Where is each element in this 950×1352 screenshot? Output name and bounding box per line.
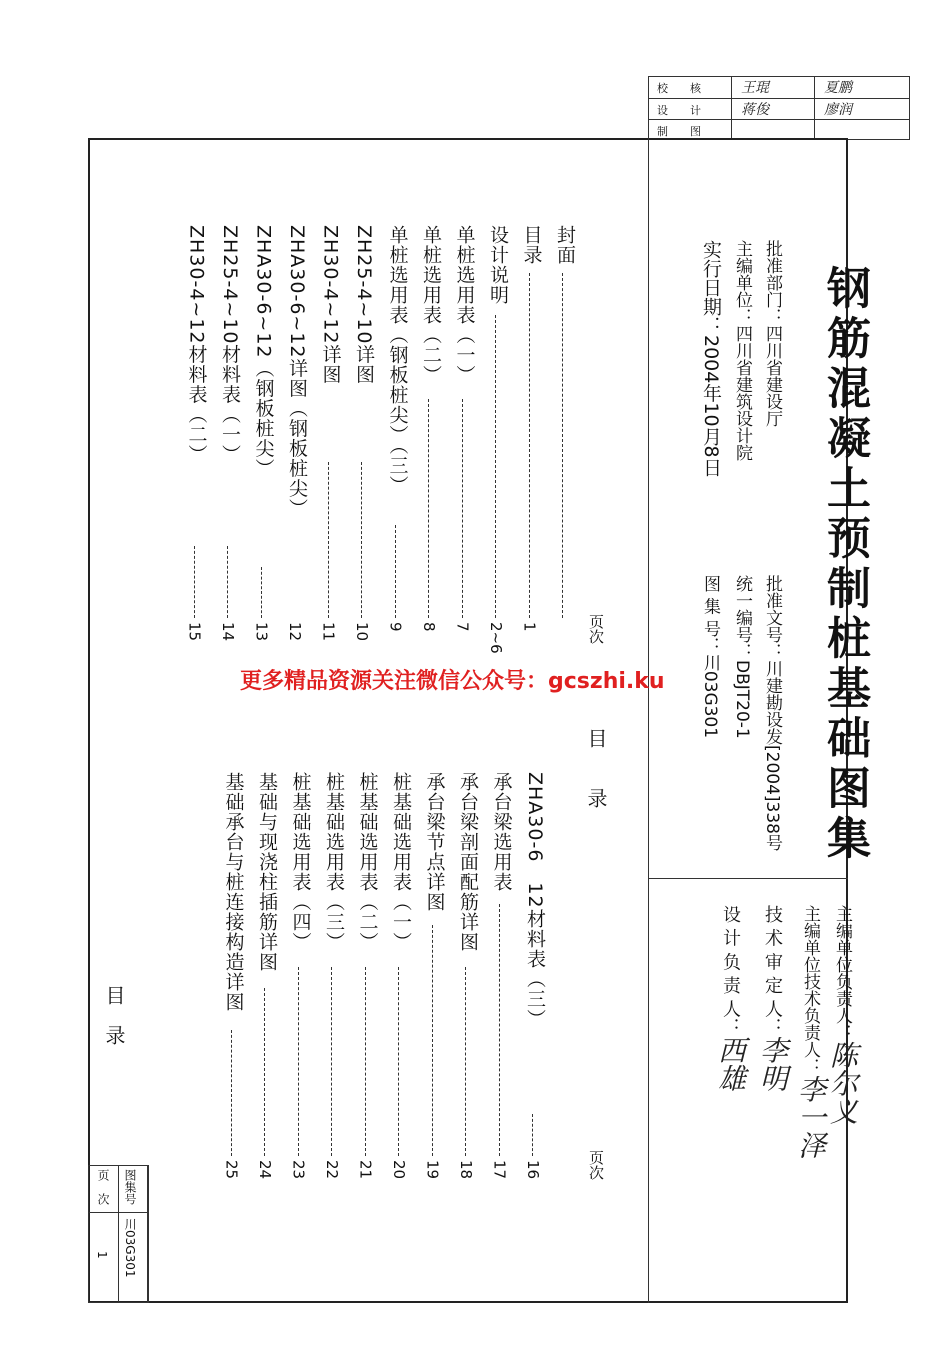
atlas-no-label: 图集号 bbox=[123, 1169, 137, 1205]
toc-entry: 单桩选用表（二） bbox=[420, 225, 442, 385]
page-value: 1 bbox=[95, 1251, 109, 1259]
toc-leader bbox=[465, 967, 466, 1156]
responsible-row: 主编单位负责人：陈尔义 bbox=[826, 905, 859, 1125]
toc-page-number: 17 bbox=[490, 1160, 509, 1180]
atlas-no: 图 集 号：川03G301 bbox=[700, 575, 720, 739]
approve-dept: 批准部门：四川省建设厅 bbox=[762, 240, 782, 427]
toc-page-number: 24 bbox=[256, 1160, 274, 1180]
toc-entry: 桩基础选用表（一） bbox=[390, 772, 412, 952]
approval-label: 校 核 bbox=[657, 82, 701, 95]
toc-page-number: 1 bbox=[520, 622, 539, 632]
toc-leader bbox=[398, 967, 399, 1156]
toc-leader bbox=[495, 315, 496, 618]
toc-leader bbox=[462, 399, 463, 618]
toc-entry: ZH25-4~10详图 bbox=[353, 225, 375, 385]
toc-entry: 桩基础选用表（三） bbox=[323, 772, 345, 952]
watermark-text: 更多精品资源关注微信公众号：gcszhi.ku bbox=[240, 669, 665, 694]
toc-page-number: 19 bbox=[423, 1160, 442, 1180]
toc-entry: ZH30-4~12材料表（二） bbox=[185, 225, 208, 465]
responsible-row: 主编单位技术负责人：李一泽 bbox=[794, 905, 827, 1159]
toc-leader bbox=[499, 904, 500, 1156]
approval-label: 制 图 bbox=[657, 125, 701, 138]
approval-box bbox=[648, 76, 910, 140]
toc-entry: 设计说明 bbox=[487, 225, 509, 305]
signature: 王琨 bbox=[741, 80, 769, 96]
toc-page-number: 14 bbox=[219, 622, 237, 642]
toc-leader bbox=[529, 273, 530, 618]
unified-no: 统一编号：DBJT20-1 bbox=[732, 575, 752, 739]
toc-page-number: 18 bbox=[457, 1160, 475, 1180]
toc-leader bbox=[231, 1030, 232, 1156]
toc-page-number: 8 bbox=[420, 622, 438, 632]
toc-page-number: 11 bbox=[319, 622, 338, 642]
approve-doc: 批准文号：川建勘设发[2004]338号 bbox=[762, 575, 782, 851]
impl-date: 实行日期：2004年10月8日 bbox=[700, 240, 722, 477]
toc-leader bbox=[194, 546, 195, 618]
toc-leader bbox=[428, 399, 429, 618]
toc-entry: ZH25-4~10材料表（一） bbox=[219, 225, 241, 465]
toc-page-number: 16 bbox=[524, 1160, 542, 1180]
toc-entry: 单桩选用表（钢板桩尖）（三） bbox=[386, 225, 409, 496]
toc-page-number: 13 bbox=[252, 622, 271, 642]
toc-entry: 目录 bbox=[520, 225, 543, 265]
toc-leader bbox=[361, 462, 362, 618]
toc-leader bbox=[227, 546, 228, 618]
toc-heading: 目 录 bbox=[584, 728, 608, 808]
toc-page-number: 21 bbox=[356, 1160, 375, 1180]
atlas-title: 钢筋混凝土预制桩基础图集 bbox=[819, 265, 870, 865]
toc-page-number: 2~6 bbox=[487, 622, 505, 654]
toc-page-number: 20 bbox=[390, 1160, 408, 1180]
atlas-code-box bbox=[88, 1165, 148, 1303]
toc-leader bbox=[365, 967, 366, 1156]
signature: 夏鹏 bbox=[824, 80, 852, 96]
toc-entry: 承台梁剖面配筋详图 bbox=[457, 772, 479, 952]
toc-leader bbox=[562, 273, 563, 618]
toc-entry: ZHA30-6~12（钢板桩尖） bbox=[252, 225, 275, 479]
approval-label: 设 计 bbox=[657, 104, 701, 117]
toc-leader bbox=[331, 967, 332, 1156]
toc-entry: 单桩选用表（一） bbox=[453, 225, 476, 385]
toc-entry: 承台梁选用表 bbox=[490, 772, 513, 892]
atlas-no-value: 川03G301 bbox=[123, 1218, 137, 1278]
approval-row bbox=[649, 77, 909, 98]
toc-entry: ZHA30-6~12详图（钢板桩尖） bbox=[286, 225, 308, 519]
toc-page-number: 25 bbox=[222, 1160, 241, 1180]
footer-section-title: 目 录 bbox=[102, 985, 126, 1045]
chief-unit: 主编单位：四川省建筑设计院 bbox=[732, 240, 752, 461]
toc-entry: 承台梁节点详图 bbox=[423, 772, 446, 912]
toc-page-number: 9 bbox=[386, 622, 405, 632]
toc-leader bbox=[532, 1114, 533, 1156]
toc-entry: 桩基础选用表（二） bbox=[356, 772, 379, 952]
approval-row bbox=[649, 119, 909, 140]
toc-entry: ZHA30-6 12材料表（三） bbox=[524, 772, 546, 1029]
toc-entry: 基础与现浇柱插筋详图 bbox=[256, 772, 278, 972]
approval-row bbox=[649, 98, 909, 119]
toc-page-number: 7 bbox=[453, 622, 472, 632]
toc-page-number: 22 bbox=[323, 1160, 341, 1180]
toc-leader bbox=[298, 967, 299, 1156]
toc-page-number: 12 bbox=[286, 622, 304, 642]
toc-entry: 桩基础选用表（四） bbox=[289, 772, 312, 952]
page-label: 页 次 bbox=[96, 1169, 110, 1205]
toc-leader bbox=[264, 988, 265, 1156]
signature: 蒋俊 bbox=[741, 102, 769, 118]
toc-page-number: 15 bbox=[185, 622, 204, 642]
toc-entry: 基础承台与桩连接构造详图 bbox=[222, 772, 245, 1012]
page-column-header: 页次 bbox=[587, 614, 605, 644]
signature: 廖润 bbox=[824, 102, 852, 118]
toc-leader bbox=[432, 925, 433, 1156]
toc-leader bbox=[328, 462, 329, 618]
toc-page-number: 23 bbox=[289, 1160, 308, 1180]
responsible-row: 技 术 审 定 人：李明 bbox=[756, 905, 789, 1092]
toc-leader bbox=[395, 525, 396, 618]
toc-entry: ZH30-4~12详图 bbox=[319, 225, 342, 385]
page-column-header: 页次 bbox=[587, 1150, 605, 1180]
toc-leader bbox=[261, 567, 262, 618]
toc-page-number: 10 bbox=[353, 622, 371, 642]
responsible-row: 设 计 负 责 人：西雄 bbox=[714, 905, 747, 1092]
toc-entry: 封面 bbox=[554, 225, 576, 265]
